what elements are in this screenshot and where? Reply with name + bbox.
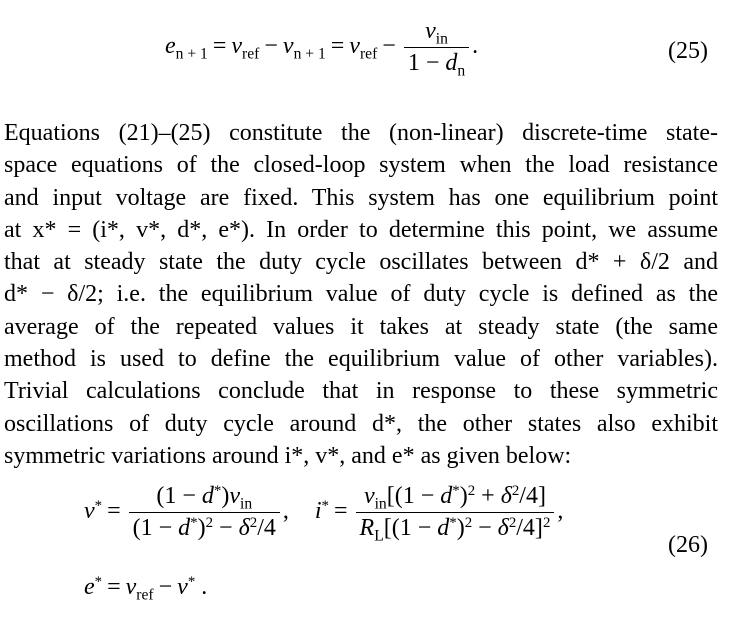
paragraph-line: method is used to define the equilibrium value of other variables). xyxy=(4,346,718,373)
paragraph-line: average of the repeated values it takes at steady state (the same xyxy=(4,313,718,340)
paragraph-line: Equations (21)–(25) constitute the (non-linear) discrete-time state- xyxy=(4,120,718,146)
paragraph-line: d* − δ/2; i.e. the equilibrium value of duty cycle is defined as the xyxy=(4,281,718,308)
equation-25: $e_{n + 1} = v_{ref} - v_{n + 1} = v_{ref}$ − $\frac{v_{in}}{1 - d_n}$ . xyxy=(165,18,479,80)
paragraph-line: space equations of the closed-loop system when the load resistance xyxy=(4,152,718,179)
paragraph-line: oscillations of duty cycle around d*, the other states also exhibit xyxy=(4,410,718,437)
paragraph-line: at x* = (i*, v*, d*, e*). In order to determine this point, we assume xyxy=(4,216,718,243)
equation-26-second-line: $e^* = v_{ref} - v^*$ . xyxy=(84,573,208,604)
equation-26-first-line: v* = $\frac{(1 - d^*)v_{in}}{(1 - d^*)^2 - \delta^2/4}$ , i* = $\frac{v_{in}[(1 - d^*)^2 + \delta^2/4]}{R_L[(1 - d^*)^2 - \delta^2/4]^2}$ , xyxy=(84,482,564,545)
paragraph-line: and input voltage are fixed. This system has one equilibrium point xyxy=(4,184,718,211)
paragraph-line: that at steady state the duty cycle oscillates between d* + δ/2 and xyxy=(4,249,718,276)
equation-25-fraction: $\frac{v_{in}}{1 - d_n}$ xyxy=(404,18,469,77)
body-paragraph xyxy=(4,117,718,472)
i-star-fraction: $\frac{v_{in}[(1 - d^*)^2 + \delta^2/4]}{R_L[(1 - d^*)^2 - \delta^2/4]^2}$ xyxy=(356,483,555,542)
paragraph-line: Trivial calculations conclude that in response to these symmetric xyxy=(4,378,718,405)
v-star-fraction: $\frac{(1 - d^*)v_{in}}{(1 - d^*)^2 - \delta^2/4}$ xyxy=(129,483,280,542)
paragraph-line: symmetric variations around i*, v*, and e* as given below: xyxy=(4,442,572,469)
equation-26-number: (26) xyxy=(668,532,708,558)
equation-25-number: (25) xyxy=(668,38,708,64)
